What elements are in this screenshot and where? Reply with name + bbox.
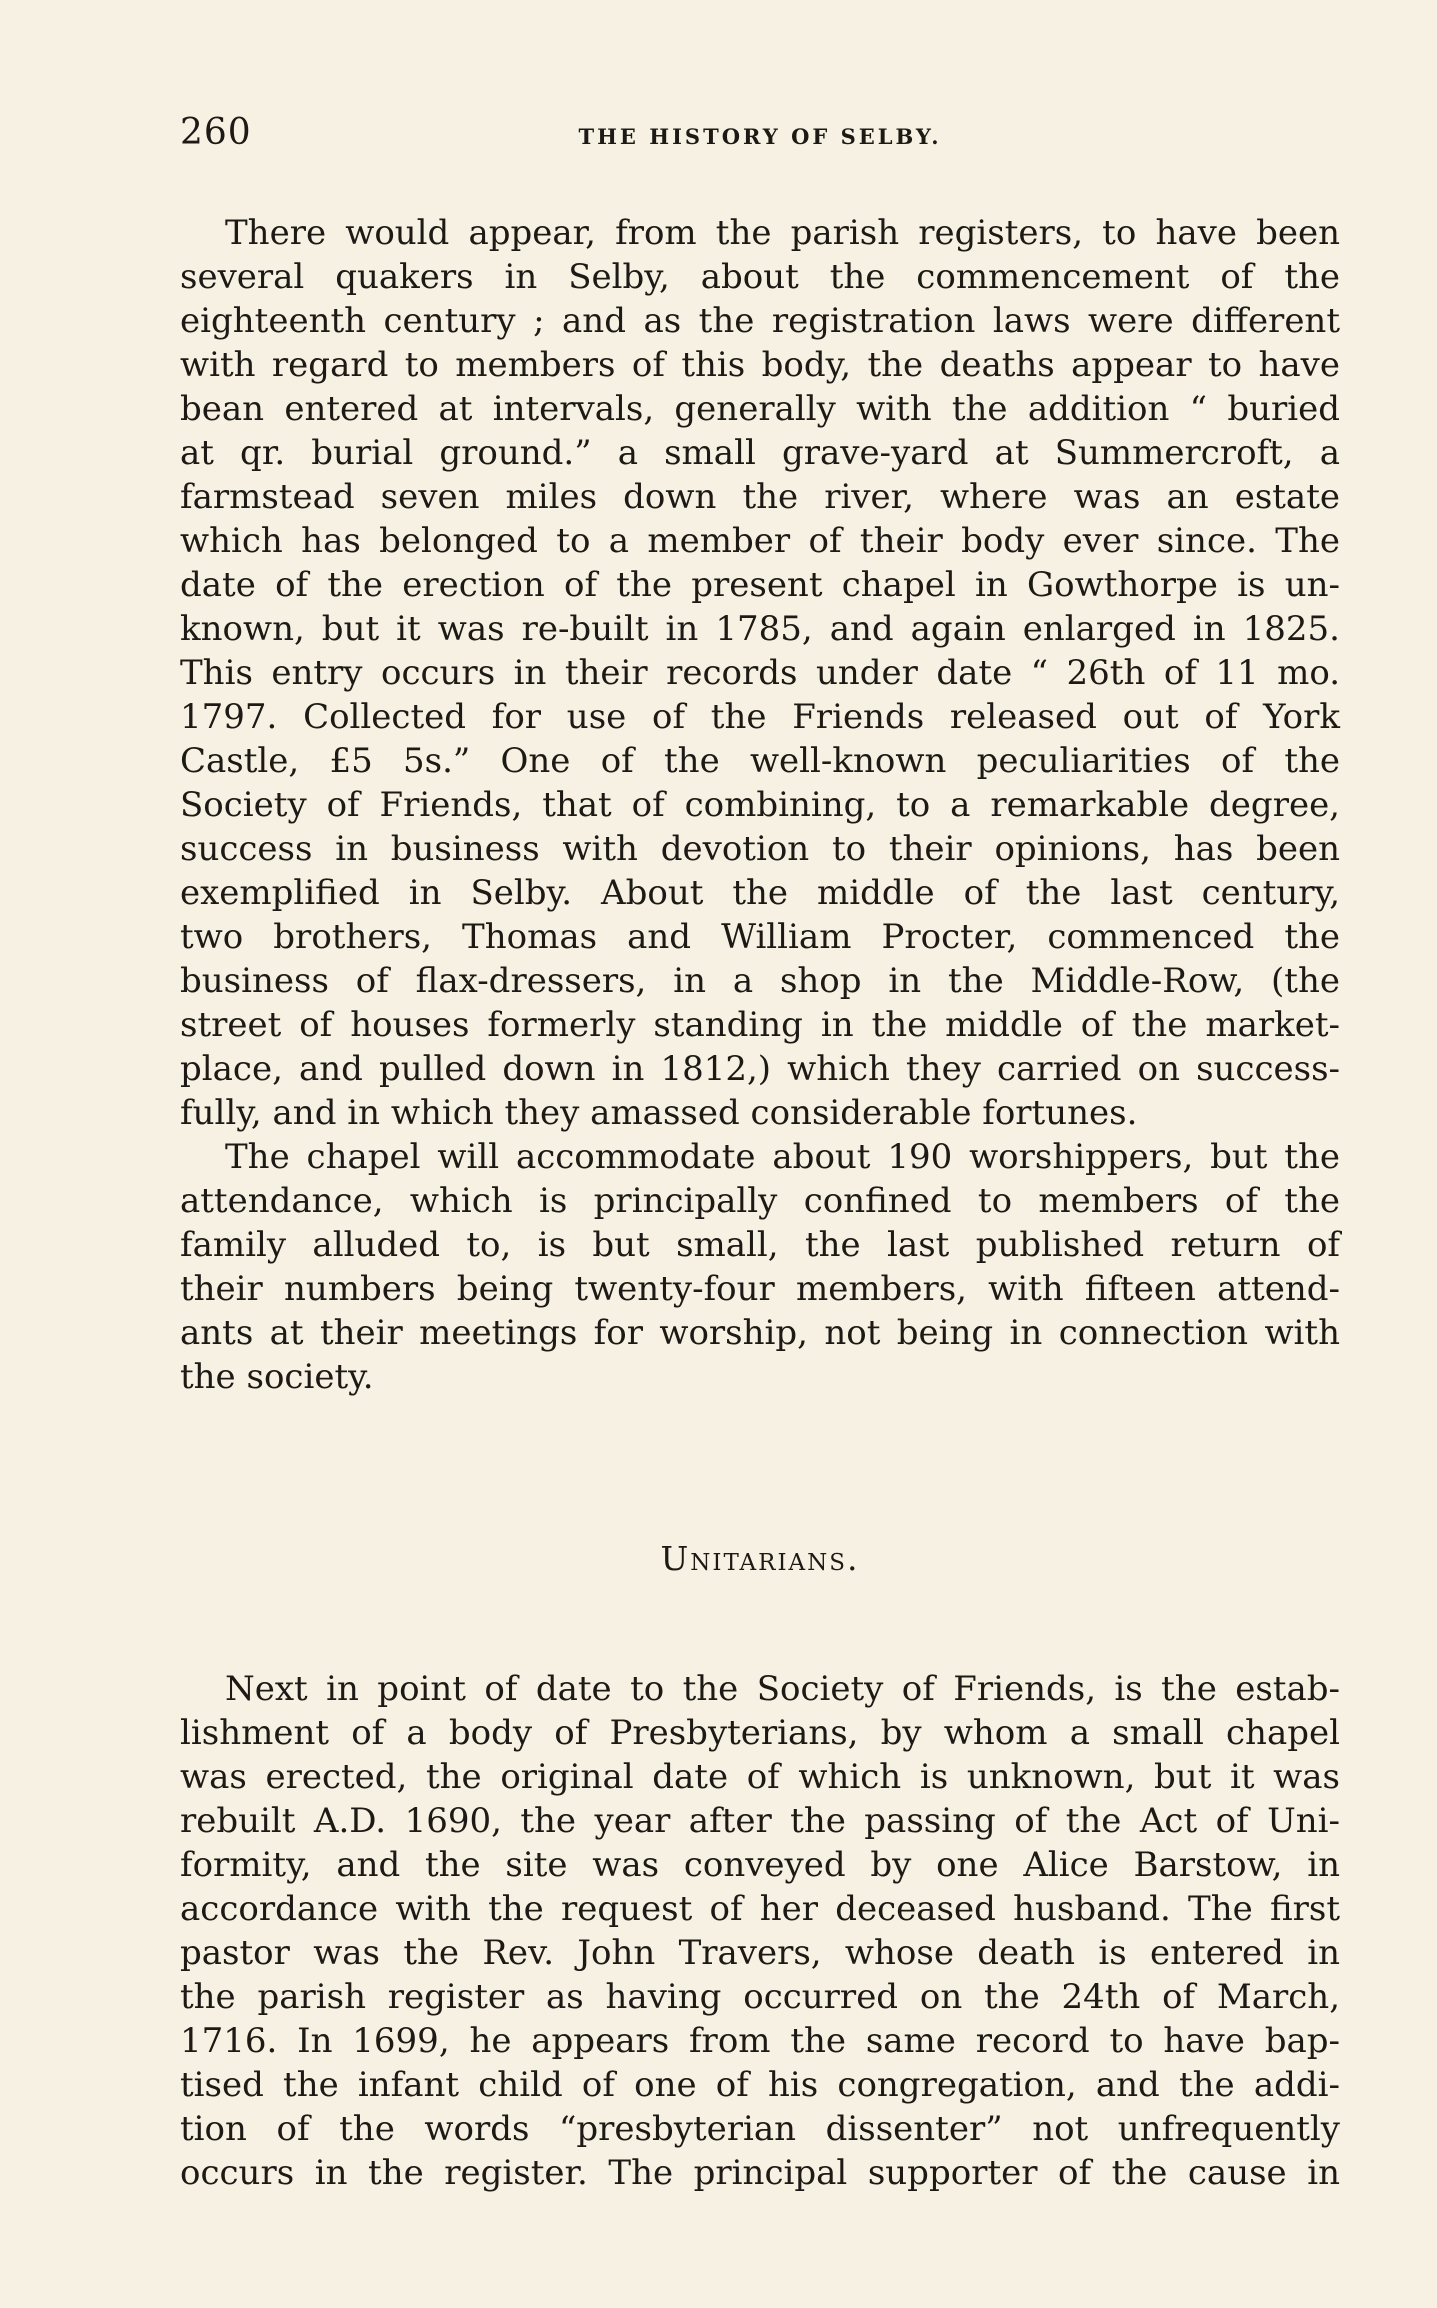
text-line: lishment of a body of Presbyterians, by whom a small chapel bbox=[180, 1713, 1340, 1753]
running-head: THE HISTORY OF SELBY. bbox=[578, 124, 942, 149]
text-line: farmstead seven miles down the river, where was an estate bbox=[180, 477, 1340, 517]
section-heading-unitarians: Unitarians. bbox=[660, 1539, 860, 1578]
paragraph-unitarians bbox=[180, 1667, 1340, 2195]
text-line: fully, and in which they amassed considerable fortunes. bbox=[180, 1093, 1138, 1133]
text-line: bean entered at intervals, generally with the addition “ buried bbox=[180, 389, 1340, 429]
text-line: There would appear, from the parish registers, to have been bbox=[225, 213, 1340, 253]
text-line: known, but it was re-built in 1785, and again enlarged in 1825. bbox=[180, 609, 1340, 649]
text-line: pastor was the Rev. John Travers, whose death is entered in bbox=[180, 1933, 1340, 1973]
text-line: 1797. Collected for use of the Friends released out of York bbox=[180, 697, 1340, 737]
text-line: 1716. In 1699, he appears from the same record to have bap- bbox=[180, 2021, 1340, 2061]
text-line: eighteenth century ; and as the registration laws were different bbox=[180, 301, 1340, 341]
text-line: rebuilt A.D. 1690, the year after the passing of the Act of Uni- bbox=[180, 1801, 1340, 1841]
text-line: which has belonged to a member of their body ever since. The bbox=[180, 521, 1340, 561]
text-line: attendance, which is principally confined to members of the bbox=[180, 1181, 1340, 1221]
text-line: accordance with the request of her deceased husband. The first bbox=[180, 1889, 1340, 1929]
text-line: was erected, the original date of which is unknown, but it was bbox=[180, 1757, 1340, 1797]
text-line: the parish register as having occurred on the 24th of March, bbox=[180, 1977, 1340, 2017]
text-line: This entry occurs in their records under date “ 26th of 11 mo. bbox=[180, 653, 1340, 693]
text-line: tised the infant child of one of his congregation, and the addi- bbox=[180, 2065, 1340, 2105]
text-line: The chapel will accommodate about 190 worshippers, but the bbox=[225, 1137, 1340, 1177]
text-line: business of flax-dressers, in a shop in the Middle-Row, (the bbox=[180, 961, 1340, 1001]
text-line: family alluded to, is but small, the last published return of bbox=[180, 1225, 1340, 1265]
text-line: the society. bbox=[180, 1357, 374, 1397]
text-line: occurs in the register. The principal supporter of the cause in bbox=[180, 2153, 1340, 2193]
text-line: exemplified in Selby. About the middle of the last century, bbox=[180, 873, 1340, 913]
text-line: several quakers in Selby, about the commencement of the bbox=[180, 257, 1340, 297]
text-line: success in business with devotion to their opinions, has been bbox=[180, 829, 1340, 869]
text-line: date of the erection of the present chapel in Gowthorpe is un- bbox=[180, 565, 1340, 605]
text-line: Society of Friends, that of combining, to a remarkable degree, bbox=[180, 785, 1340, 825]
text-line: their numbers being twenty-four members, with fifteen attend- bbox=[180, 1269, 1340, 1309]
text-line: tion of the words “presbyterian dissenter” not unfrequently bbox=[180, 2109, 1340, 2149]
text-line: ants at their meetings for worship, not being in connection with bbox=[180, 1313, 1340, 1353]
text-line: street of houses formerly standing in the middle of the market- bbox=[180, 1005, 1340, 1045]
text-line: place, and pulled down in 1812,) which they carried on success- bbox=[180, 1049, 1340, 1089]
paragraph-quakers bbox=[180, 211, 1340, 1399]
page-number: 260 bbox=[180, 112, 252, 153]
text-line: formity, and the site was conveyed by one Alice Barstow, in bbox=[180, 1845, 1340, 1885]
text-line: Castle, £5 5s.” One of the well-known peculiarities of the bbox=[180, 741, 1340, 781]
page-header bbox=[180, 112, 1340, 162]
text-line: two brothers, Thomas and William Procter, commenced the bbox=[180, 917, 1340, 957]
text-line: with regard to members of this body, the deaths appear to have bbox=[180, 345, 1340, 385]
text-line: at qr. burial ground.” a small grave-yard at Summercroft, a bbox=[180, 433, 1340, 473]
text-line: Next in point of date to the Society of Friends, is the estab- bbox=[225, 1669, 1340, 1709]
